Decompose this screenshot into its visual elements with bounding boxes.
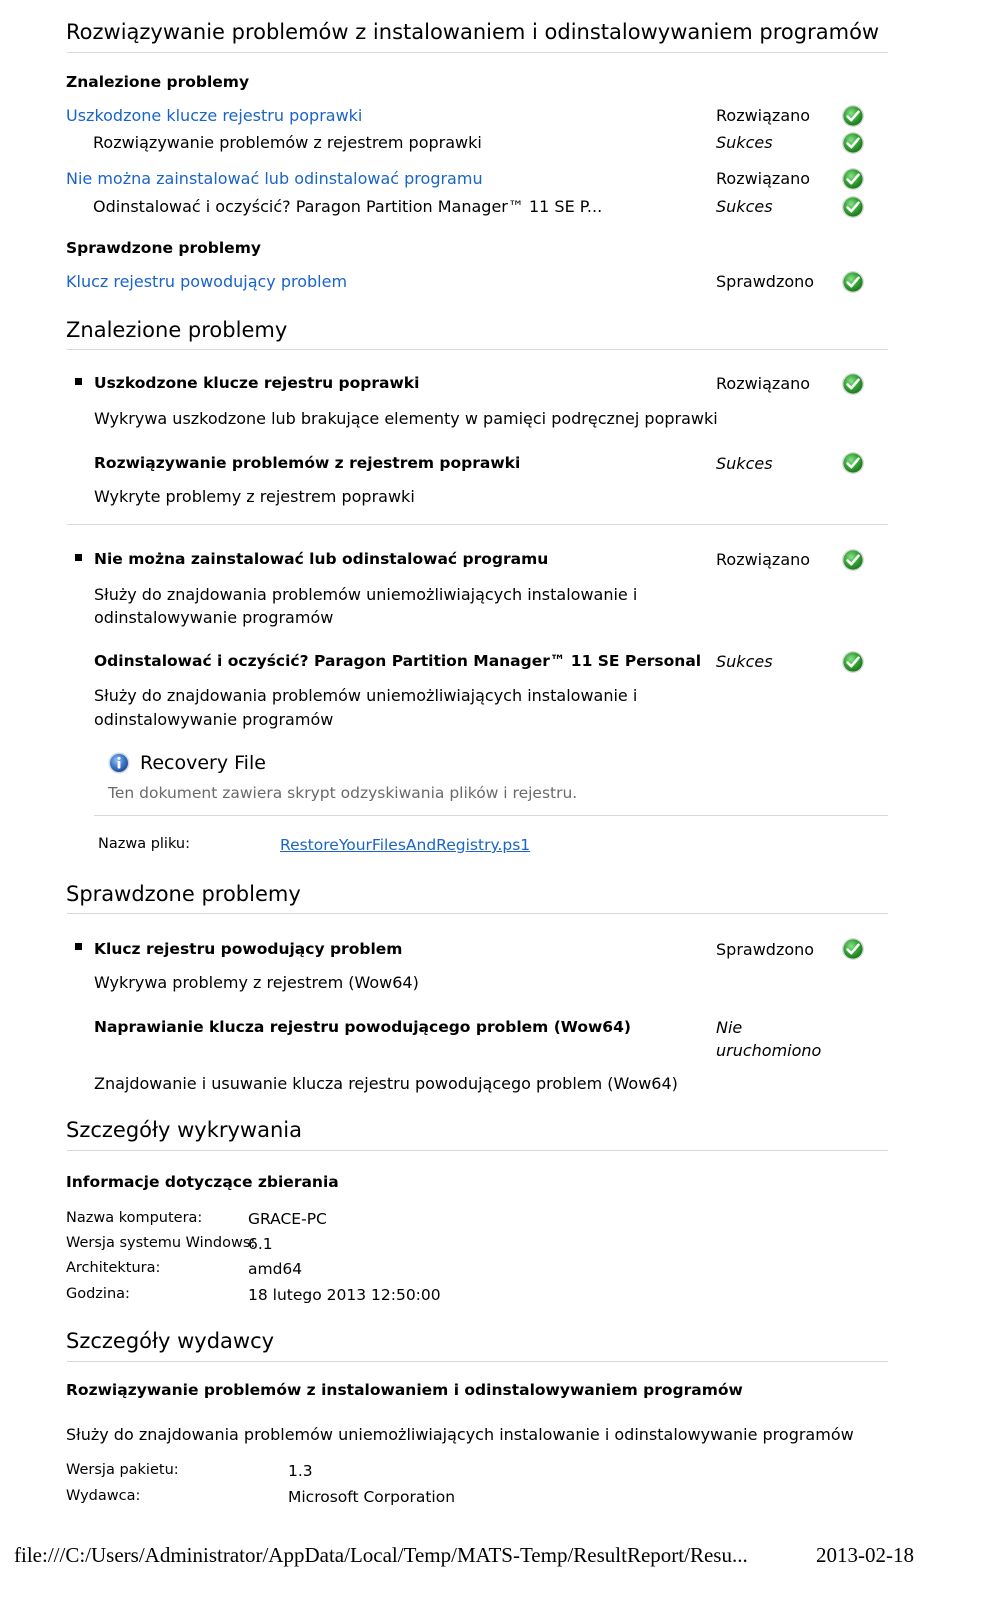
divider [94,815,888,816]
file-name-label: Nazwa pliku: [98,836,190,852]
check-circle-icon [841,167,865,191]
divider [67,913,888,914]
issue1-title: Uszkodzone klucze rejestru poprawki [94,374,420,392]
detection-subheading: Informacje dotyczące zbierania [66,1173,339,1191]
checked-issue-title: Klucz rejestru powodujący problem [94,940,403,958]
issue2-title: Nie można zainstalować lub odinstalować programu [94,550,549,568]
summary-found-heading: Znalezione problemy [66,73,250,91]
recovery-desc: Ten dokument zawiera skrypt odzyskiwania plików i rejestru. [108,784,578,802]
publisher-heading: Szczegóły wydawcy [66,1329,275,1353]
issue2-fix-status: Sukces [716,652,773,671]
footer-date: 2013-02-18 [816,1543,914,1567]
divider [67,1361,888,1362]
detail-value: 6.1 [248,1235,273,1253]
checked-section-heading: Sprawdzone problemy [66,882,301,906]
issue2-fix-title: Odinstalować i oczyścić? Paragon Partition Manager™ 11 SE Personal [94,652,702,670]
summary-found-sub-1: Rozwiązywanie problemów z rejestrem poprawki [93,133,482,152]
issue1-status: Rozwiązano [716,374,811,393]
check-circle-icon [841,650,865,674]
summary-checked-heading: Sprawdzone problemy [66,239,261,257]
issue1-fix-status: Sukces [716,454,773,473]
issue2-fix-desc-line2: odinstalowywanie programów [94,710,334,729]
issue2-desc-line2: odinstalowywanie programów [94,608,334,627]
detail-value: 18 lutego 2013 12:50:00 [248,1286,441,1304]
recovery-file-link[interactable]: RestoreYourFilesAndRegistry.ps1 [280,836,531,854]
info-circle-icon [108,752,130,774]
detection-heading: Szczegóły wykrywania [66,1118,302,1142]
bullet-icon [75,378,82,385]
summary-status-1: Rozwiązano [716,106,811,125]
check-circle-icon [841,131,865,155]
checked-fix-desc: Znajdowanie i usuwanie klucza rejestru powodującego problem (Wow64) [94,1074,678,1093]
detail-label: Nazwa komputera: [66,1210,203,1226]
checked-issue-desc: Wykrywa problemy z rejestrem (Wow64) [94,973,419,992]
bullet-icon [75,554,82,561]
recovery-title: Recovery File [140,752,266,774]
bullet-icon [75,943,82,950]
check-circle-icon [841,372,865,396]
divider [67,52,888,53]
publisher-value: Microsoft Corporation [288,1488,456,1506]
check-circle-icon [841,104,865,128]
detail-value: GRACE-PC [248,1210,327,1228]
detail-label: Godzina: [66,1286,130,1302]
publisher-desc: Służy do znajdowania problemów uniemożliwiających instalowanie i odinstalowywanie programów [66,1425,854,1444]
detail-value: amd64 [248,1260,303,1278]
checked-issue-status: Sprawdzono [716,940,815,959]
summary-status-4: Sukces [716,197,773,216]
checked-fix-status-line1: Nie [716,1018,743,1037]
publisher-value: 1.3 [288,1462,313,1480]
summary-checked-link-1[interactable]: Klucz rejestru powodujący problem [66,272,348,291]
divider [67,1150,888,1151]
check-circle-icon [841,548,865,572]
detail-label: Wersja systemu Windows: [66,1235,256,1251]
publisher-subheading: Rozwiązywanie problemów z instalowaniem i odinstalowywaniem programów [66,1381,743,1399]
issue1-fix-title: Rozwiązywanie problemów z rejestrem poprawki [94,454,521,472]
publisher-label: Wersja pakietu: [66,1462,179,1478]
check-circle-icon [841,451,865,475]
summary-status-5: Sprawdzono [716,272,815,291]
check-circle-icon [841,195,865,219]
issue2-desc-line1: Służy do znajdowania problemów uniemożliwiających instalowanie i [94,585,638,604]
divider [67,349,888,350]
summary-status-2: Sukces [716,133,773,152]
publisher-label: Wydawca: [66,1488,141,1504]
checked-fix-status-line2: uruchomiono [716,1041,822,1060]
check-circle-icon [841,270,865,294]
footer-path: file:///C:/Users/Administrator/AppData/Local/Temp/MATS-Temp/ResultReport/Resu... [14,1543,748,1567]
checked-fix-title: Naprawianie klucza rejestru powodującego problem (Wow64) [94,1018,631,1036]
issue1-fix-desc: Wykryte problemy z rejestrem poprawki [94,487,415,506]
summary-found-link-2[interactable]: Nie można zainstalować lub odinstalować programu [66,169,483,188]
detail-label: Architektura: [66,1260,161,1276]
summary-found-link-1[interactable]: Uszkodzone klucze rejestru poprawki [66,106,363,125]
summary-status-3: Rozwiązano [716,169,811,188]
page-title: Rozwiązywanie problemów z instalowaniem i odinstalowywaniem programów [66,20,880,44]
divider [67,524,888,525]
issue1-desc: Wykrywa uszkodzone lub brakujące elementy w pamięci podręcznej poprawki [94,409,718,428]
found-section-heading: Znalezione problemy [66,318,288,342]
check-circle-icon [841,937,865,961]
issue2-status: Rozwiązano [716,550,811,569]
summary-found-sub-2: Odinstalować i oczyścić? Paragon Partition Manager™ 11 SE P... [93,197,603,216]
issue2-fix-desc-line1: Służy do znajdowania problemów uniemożliwiających instalowanie i [94,686,638,705]
